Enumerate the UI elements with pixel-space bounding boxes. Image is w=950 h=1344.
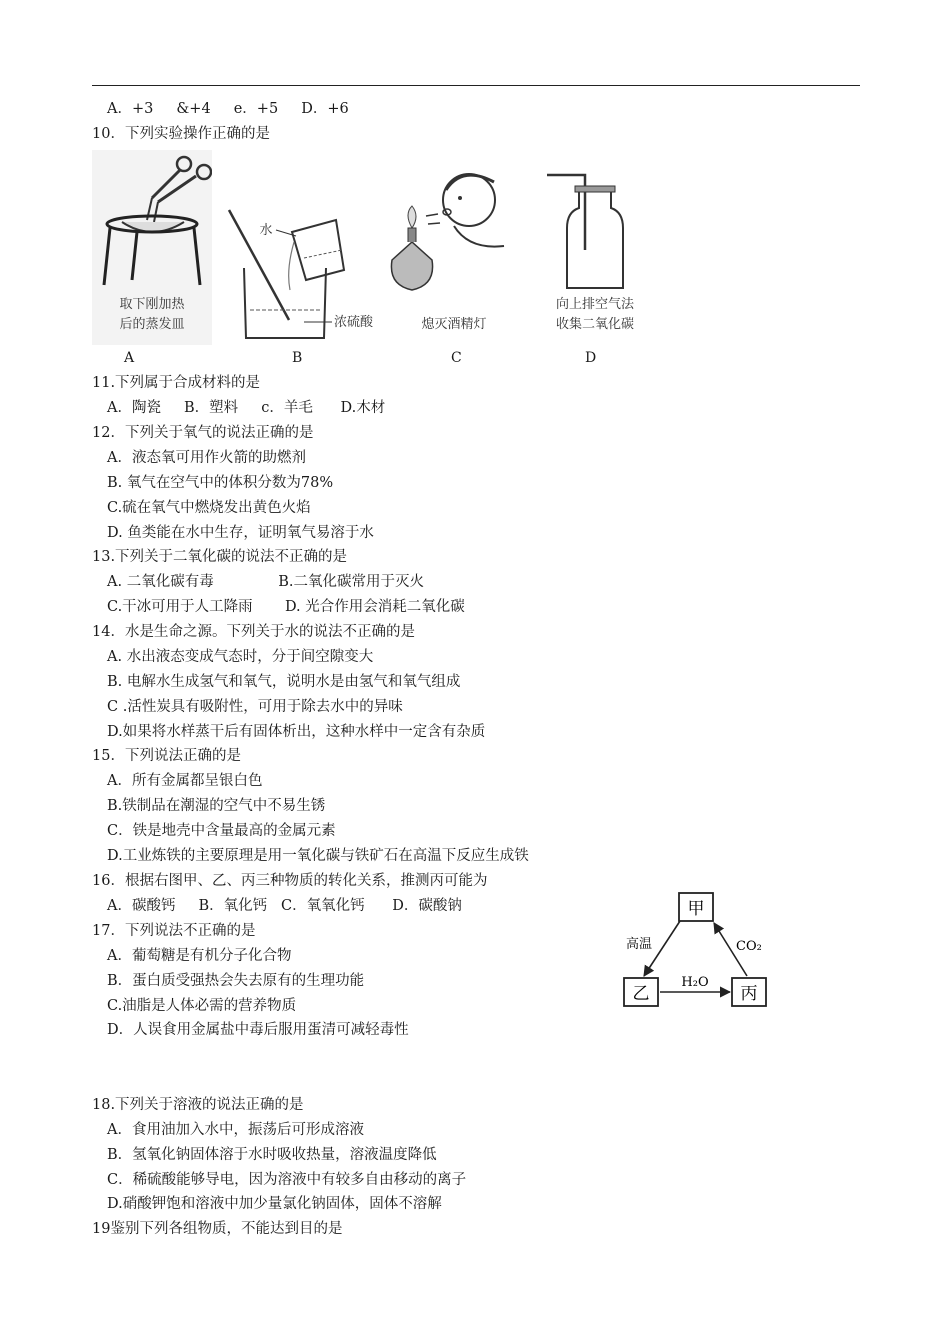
q16-conversion-diagram [612, 890, 777, 1010]
q15-option-b: B.铁制品在潮湿的空气中不易生锈 [107, 798, 326, 814]
figure-b-acid-label: 浓硫酸 [334, 315, 374, 330]
q14-stem: 14．水是生命之源。下列关于水的说法不正确的是 [92, 624, 415, 640]
q18-option-a: A．食用油加入水中，振荡后可形成溶液 [107, 1122, 364, 1138]
figure-d-caption-1: 向上排空气法 [555, 297, 635, 312]
q12-option-c: C.硫在氧气中燃烧发出黄色火焰 [107, 500, 311, 516]
q17-option-c: C.油脂是人体必需的营养物质 [107, 998, 297, 1014]
q9-options: A．+3 &+4 e．+5 D．+6 [107, 101, 349, 117]
q14-option-b: B. 电解水生成氢气和氧气，说明水是由氢气和氧气组成 [107, 674, 461, 690]
q11-options: A．陶瓷 B．塑料 c．羊毛 D.木材 [107, 400, 386, 416]
q17-option-a: A．葡萄糖是有机分子化合物 [107, 948, 292, 964]
q17-option-d: D．人误食用金属盐中毒后服用蛋清可减轻毒性 [107, 1022, 409, 1038]
figure-a-caption-1: 取下刚加热 [119, 297, 185, 312]
node-jia: 甲 [687, 899, 705, 919]
q10-stem: 10．下列实验操作正确的是 [92, 126, 270, 142]
figure-c-letter: C [451, 350, 462, 366]
q15-stem: 15．下列说法正确的是 [92, 748, 241, 764]
q12-option-d: D. 鱼类能在水中生存，证明氧气易溶于水 [107, 525, 374, 541]
q11-stem: 11.下列属于合成材料的是 [92, 375, 261, 391]
node-yi: 乙 [632, 984, 650, 1004]
header-rule [92, 85, 860, 86]
edge-label-high-temp: 高温 [626, 937, 653, 952]
q14-option-d: D.如果将水样蒸干后有固体析出，这种水样中一定含有杂质 [107, 724, 486, 740]
q12-option-b: B. 氧气在空气中的体积分数为78% [107, 475, 334, 491]
node-bing: 丙 [740, 984, 758, 1004]
q13-options-ab: A. 二氧化碳有毒 B.二氧化碳常用于灭火 [107, 574, 424, 590]
q14-option-a: A. 水出液态变成气态时，分于间空隙变大 [107, 649, 374, 665]
edge-label-co2: CO₂ [736, 939, 762, 954]
figure-b-dilution [224, 150, 374, 345]
q13-options-cd: C.干冰可用于人工降雨 D. 光合作用会消耗二氧化碳 [107, 599, 465, 615]
q15-option-d: D.工业炼铁的主要原理是用一氧化碳与铁矿石在高温下反应生成铁 [107, 848, 529, 864]
figure-d-caption-2: 收集二氧化碳 [555, 317, 635, 332]
q13-stem: 13.下列关于二氧化碳的说法不正确的是 [92, 549, 348, 565]
q17-stem: 17．下列说法不正确的是 [92, 923, 256, 939]
q15-option-a: A．所有金属都呈银白色 [107, 773, 263, 789]
q18-option-d: D.硝酸钾饱和溶液中加少量氯化钠固体，固体不溶解 [107, 1196, 442, 1212]
q15-option-c: C．铁是地壳中含量最高的金属元素 [107, 823, 336, 839]
figure-c-blowing-lamp [384, 150, 524, 345]
figure-b-letter: B [292, 350, 303, 366]
figure-a-letter: A [124, 350, 135, 366]
figure-d-letter: D [585, 350, 597, 366]
q18-option-c: C．稀硫酸能够导电，因为溶液中有较多自由移动的离子 [107, 1172, 467, 1188]
q17-option-b: B．蛋白质受强热会失去原有的生理功能 [107, 973, 365, 989]
q16-options: A．碳酸钙 B．氧化钙 C．氧氧化钙 D．碳酸钠 [107, 898, 462, 914]
q18-stem: 18.下列关于溶液的说法正确的是 [92, 1097, 304, 1113]
q12-stem: 12．下列关于氧气的说法正确的是 [92, 425, 314, 441]
figure-b-water-label: 水 [259, 223, 273, 238]
q16-stem: 16．根据右图甲、乙、丙三种物质的转化关系，推测丙可能为 [92, 873, 488, 889]
figure-d-gas-collection [537, 150, 652, 345]
figure-a-evaporating-dish [92, 150, 212, 345]
edge-label-h2o: H₂O [681, 975, 709, 990]
q12-option-a: A．液态氧可用作火箭的助燃剂 [107, 450, 306, 466]
q19-stem: 19鉴别下列各组物质，不能达到目的是 [92, 1221, 343, 1237]
figure-c-caption: 熄灭酒精灯 [421, 317, 487, 332]
q14-option-c: C .活性炭具有吸附性，可用于除去水中的异味 [107, 699, 403, 715]
q10-figures [92, 150, 652, 345]
figure-a-caption-2: 后的蒸发皿 [119, 317, 185, 332]
q18-option-b: B．氢氧化钠固体溶于水时吸收热量，溶液温度降低 [107, 1147, 437, 1163]
